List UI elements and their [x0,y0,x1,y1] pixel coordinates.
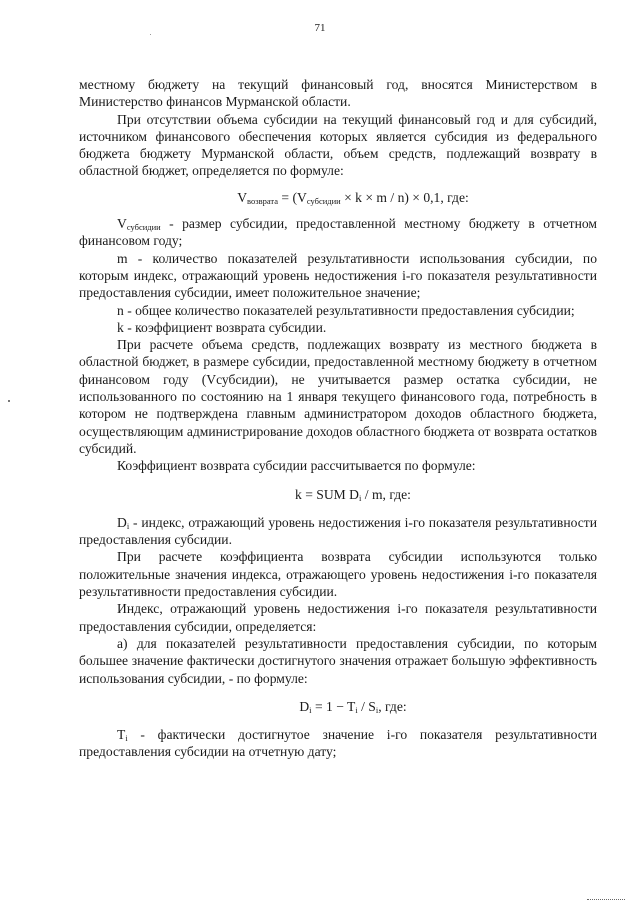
page-number: 71 [314,22,326,34]
scan-artifact [587,897,625,900]
scan-speck [8,400,10,402]
definition-k: k - коэффициент возврата субсидии. [117,319,327,335]
document-body [79,76,597,761]
formula-d: $D_i = 1 - T_i / S_i$, где: [299,698,407,715]
scan-speck [150,34,151,35]
paragraph: При расчете объема средств, подлежащих возврату из местного бюджета в областной бюджет, в размере субсидии, предоставленной местному бюджету в отчетном финансовом году (Vсубсидии), не учитывается размер остатка субсидии, не использованного по состоянию на 1 января текущего финансового года, потребность в котором не подтверждена главным администратором доходов областного бюджета, осуществляющим администрирование доходов областного бюджета от возврата остатков субсидий. [79,337,597,456]
paragraph: При расчете коэффициента возврата субсидии используются только положительные значения индекса, отражающего уровень недостижения i-го показателя результативности предоставления субсидии. [79,549,597,600]
paragraph: местному бюджету на текущий финансовый год, вносятся Министерством в Министерство финансов Мурманской области. [79,77,597,110]
paragraph: Индекс, отражающий уровень недостижения i-го показателя результативности предоставления субсидии, определяется: [79,601,597,634]
formula-v-return: $V_{возврата} = (V_{субсидии} \times k \times m / n) \times 0,1$, где: [237,189,469,206]
paragraph: а) для показателей результативности предоставления субсидии, по которым большее значение фактически достигнутого значения отражает большую эффективность использования субсидии, - по формуле: [79,635,597,686]
definition-t: $T_i$ - фактически достигнутое значение i-го показателя результативности предоставления субсидии на отчетную дату; [79,727,597,760]
definition-n: n - общее количество показателей результативности предоставления субсидии; [117,302,575,318]
definition-d: $D_i$ - индекс, отражающий уровень недостижения i-го показателя результативности предоставления субсидии. [79,514,597,548]
paragraph: Коэффициент возврата субсидии рассчитывается по формуле: [117,458,476,474]
definition-v-subsidy: $V_{субсидии}$ - размер субсидии, предоставленной местному бюджету в отчетном финансовом году; [79,216,597,249]
definition-m: m - количество показателей результативности использования субсидии, по которым индекс, отражающий уровень недостижения i-го показателя результативности предоставления субсидии, имеет положительное значение; [79,250,597,301]
formula-k: k = SUM $D_i$ / m, где: [295,486,411,503]
paragraph: При отсутствии объема субсидии на текущий финансовый год и для субсидий, источником финансового обеспечения которых является субсидия из федерального бюджета бюджету Мурманской области, объем средств, подлежащий возврату в областной бюджет, определяется по формуле: [79,111,597,179]
